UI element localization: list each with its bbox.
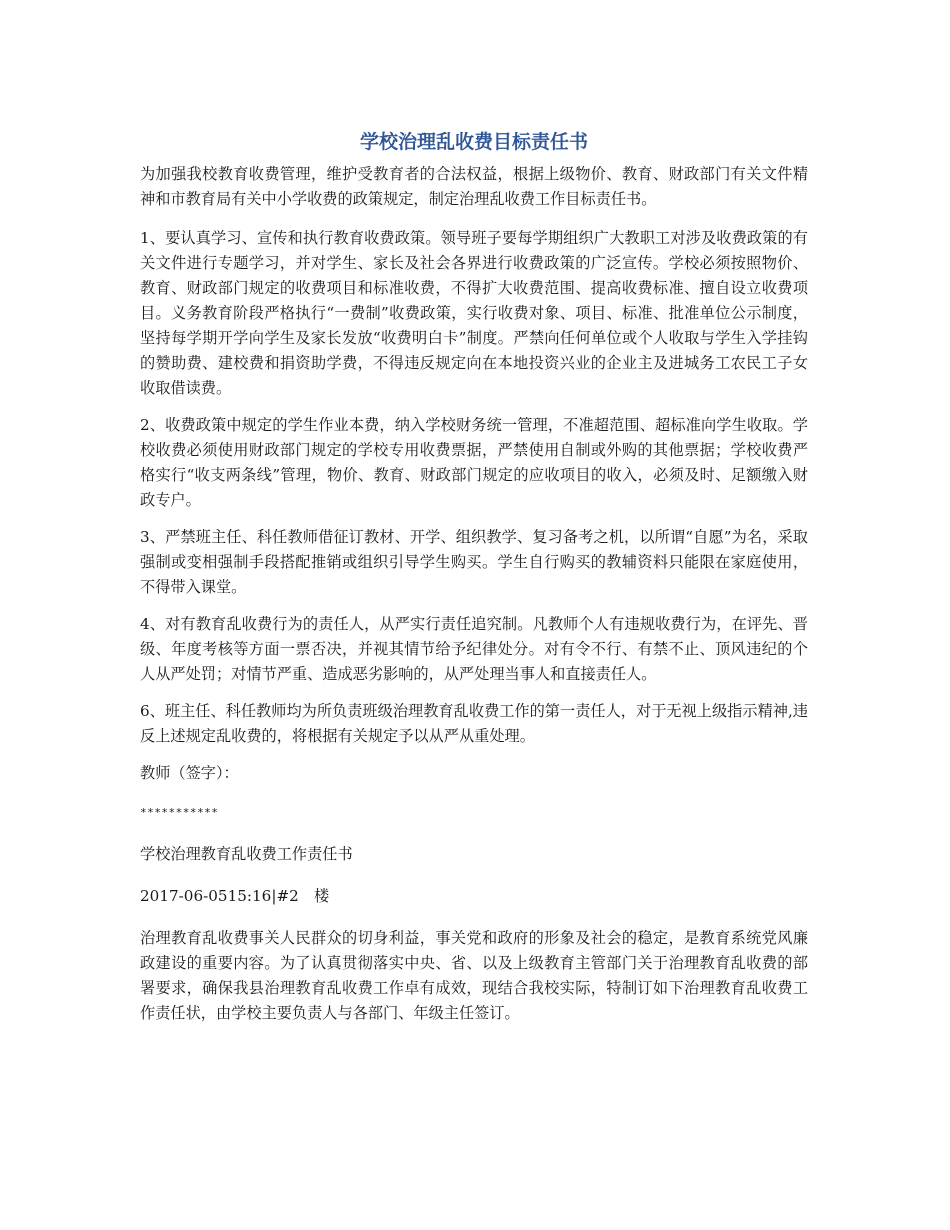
separator-line: *********** bbox=[140, 806, 219, 819]
item-paragraph-1: 1、要认真学习、宣传和执行教育收费政策。领导班子要每学期组织广大教职工对涉及收费政策的有关文件进行专题学习，并对学生、家长及社会各界进行收费政策的广泛宣传。学校必须按照物价、教育、财政部门规定的收费项目和标准收费，不得扩大收费范围、提高收费标准、擅自设立收费项目。义务教育阶段严格执行“一费制”收费政策，实行收费对象、项目、标准、批准单位公示制度，坚持每学期开学向学生及家长发放“收费明白卡”制度。严禁向任何单位或个人收取与学生入学挂钩的赞助费、建校费和捐资助学费，不得违反规定向在本地投资兴业的企业主及进城务工农民工子女收取借读费。 bbox=[140, 229, 808, 397]
item-paragraph-6: 6、班主任、科任教师均为所负责班级治理教育乱收费工作的第一责任人，对于无视上级指示精神,违反上述规定乱收费的，将根据有关规定予以从严从重处理。 bbox=[140, 702, 808, 745]
document-page bbox=[140, 128, 808, 1038]
second-body-paragraph: 治理教育乱收费事关人民群众的切身利益，事关党和政府的形象及社会的稳定，是教育系统党风廉政建设的重要内容。为了认真贯彻落实中央、省、以及上级教育主管部门关于治理教育乱收费的部署要求，确保我县治理教育乱收费工作卓有成效，现结合我校实际，特制订如下治理教育乱收费工作责任状，由学校主要负责人与各部门、年级主任签订。 bbox=[140, 929, 808, 1022]
document-title: 学校治理乱收费目标责任书 bbox=[359, 131, 588, 153]
second-document-title: 学校治理教育乱收费工作责任书 bbox=[140, 845, 353, 863]
intro-paragraph: 为加强我校教育收费管理，维护受教育者的合法权益，根据上级物价、教育、财政部门有关文件精神和市教育局有关中小学收费的政策规定，制定治理乱收费工作目标责任书。 bbox=[140, 165, 808, 208]
item-paragraph-2: 2、收费政策中规定的学生作业本费，纳入学校财务统一管理，不准超范围、超标准向学生收取。学校收费必须使用财政部门规定的学校专用收费票据，严禁使用自制或外购的其他票据；学校收费严格实行“收支两条线”管理，物价、教育、财政部门规定的应收项目的收入，必须及时、足额缴入财政专户。 bbox=[140, 416, 808, 509]
post-meta: 2017-06-0515:16|#2 楼 bbox=[140, 887, 330, 905]
item-paragraph-3: 3、严禁班主任、科任教师借征订教材、开学、组织教学、复习备考之机，以所谓“自愿”为名，采取强制或变相强制手段搭配推销或组织引导学生购买。学生自行购买的教辅资料只能限在家庭使用，不得带入课堂。 bbox=[140, 528, 808, 596]
item-paragraph-4: 4、对有教育乱收费行为的责任人，从严实行责任追究制。凡教师个人有违规收费行为，在评先、晋级、年度考核等方面一票否决，并视其情节给予纪律处分。对有令不行、有禁不止、顶风违纪的个人从严处罚；对情节严重、造成恶劣影响的，从严处理当事人和直接责任人。 bbox=[140, 615, 808, 683]
signature-label: 教师（签字）： bbox=[140, 764, 239, 782]
